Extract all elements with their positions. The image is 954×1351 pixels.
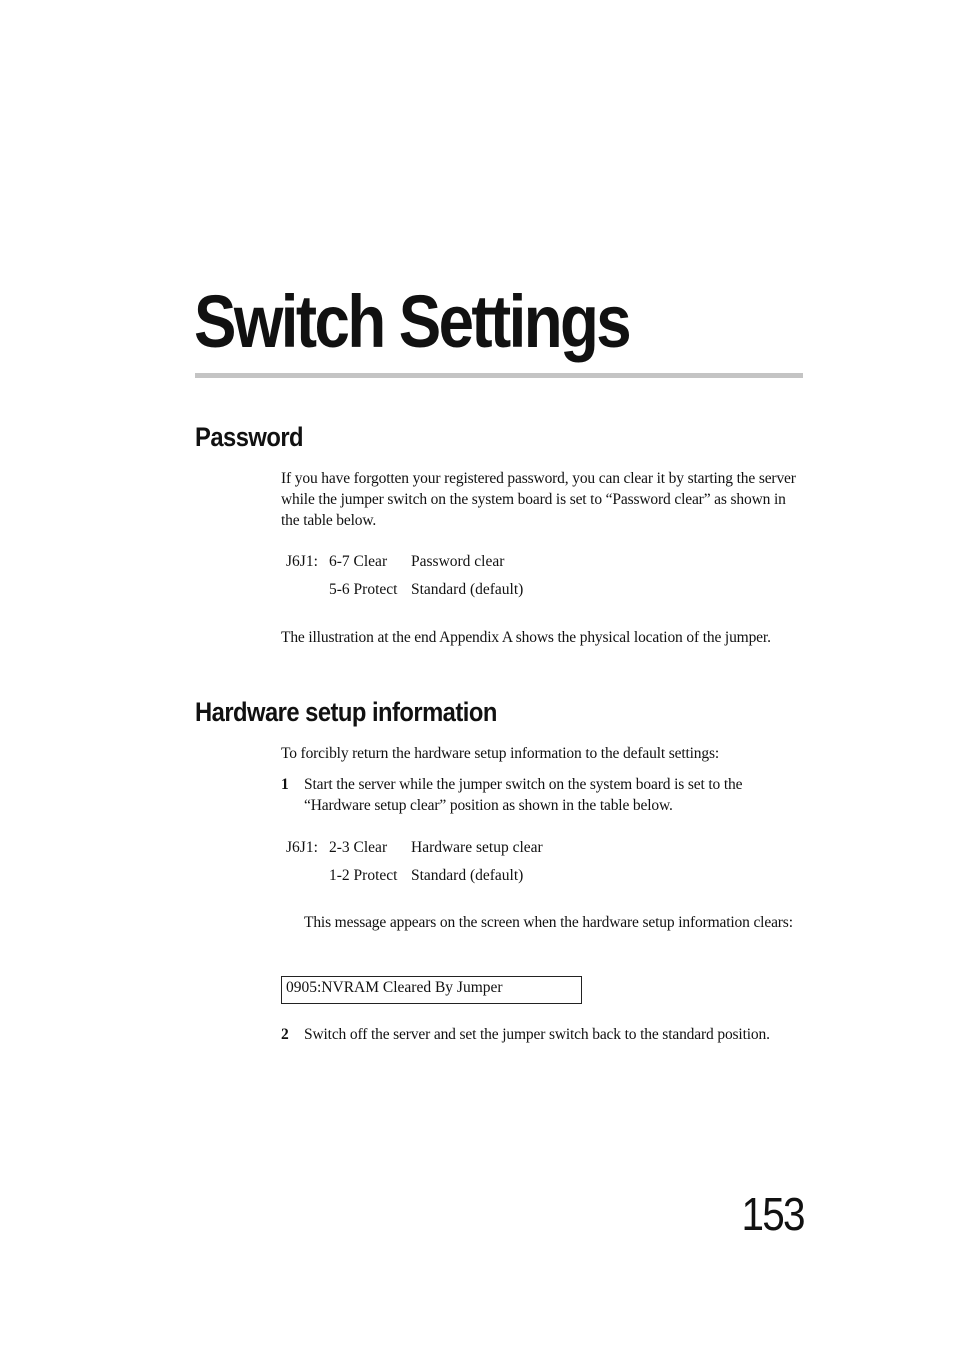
page-number: 153 bbox=[741, 1188, 804, 1240]
message-intro: This message appears on the screen when the hardware setup information clears: bbox=[304, 914, 793, 931]
password-jumper-table bbox=[286, 553, 523, 608]
jumper-label: J6J1: bbox=[286, 553, 318, 570]
hardware-jumper-table bbox=[286, 839, 543, 894]
jumper-description: Standard (default) bbox=[411, 866, 524, 884]
hardware-heading: Hardware setup information bbox=[195, 697, 497, 727]
jumper-description: Password clear bbox=[411, 553, 505, 570]
jumper-label: J6J1: bbox=[286, 839, 318, 856]
password-heading: Password bbox=[195, 422, 304, 452]
table-row bbox=[286, 553, 523, 581]
jumper-position: 5-6 Protect bbox=[329, 580, 398, 598]
step-text: Switch off the server and set the jumper switch back to the standard position. bbox=[304, 1026, 770, 1043]
jumper-description: Standard (default) bbox=[411, 580, 524, 598]
jumper-position: 6-7 Clear bbox=[329, 553, 388, 570]
step-number: 1 bbox=[281, 776, 289, 793]
title-rule bbox=[195, 373, 803, 378]
step-number: 2 bbox=[281, 1026, 289, 1043]
jumper-label-empty bbox=[286, 867, 329, 895]
nvram-message-box: 0905:NVRAM Cleared By Jumper bbox=[281, 976, 582, 1004]
password-intro: If you have forgotten your registered password, you can clear it by starting the server while the jumper switch on the system board is set to “Password clear” as shown in the table below. bbox=[281, 470, 796, 529]
hardware-intro: To forcibly return the hardware setup information to the default settings: bbox=[281, 745, 720, 762]
step-text: Start the server while the jumper switch on the system board is set to the “Hardware setup clear” position as shown in the table below. bbox=[304, 776, 743, 814]
table-row bbox=[286, 581, 523, 609]
jumper-description: Hardware setup clear bbox=[411, 839, 543, 856]
jumper-label-empty bbox=[286, 581, 329, 609]
table-row bbox=[286, 839, 543, 867]
chapter-title: Switch Settings bbox=[194, 280, 630, 363]
table-row bbox=[286, 867, 543, 895]
password-note: The illustration at the end Appendix A shows the physical location of the jumper. bbox=[281, 629, 771, 646]
jumper-position: 1-2 Protect bbox=[329, 866, 398, 884]
jumper-position: 2-3 Clear bbox=[329, 839, 388, 856]
